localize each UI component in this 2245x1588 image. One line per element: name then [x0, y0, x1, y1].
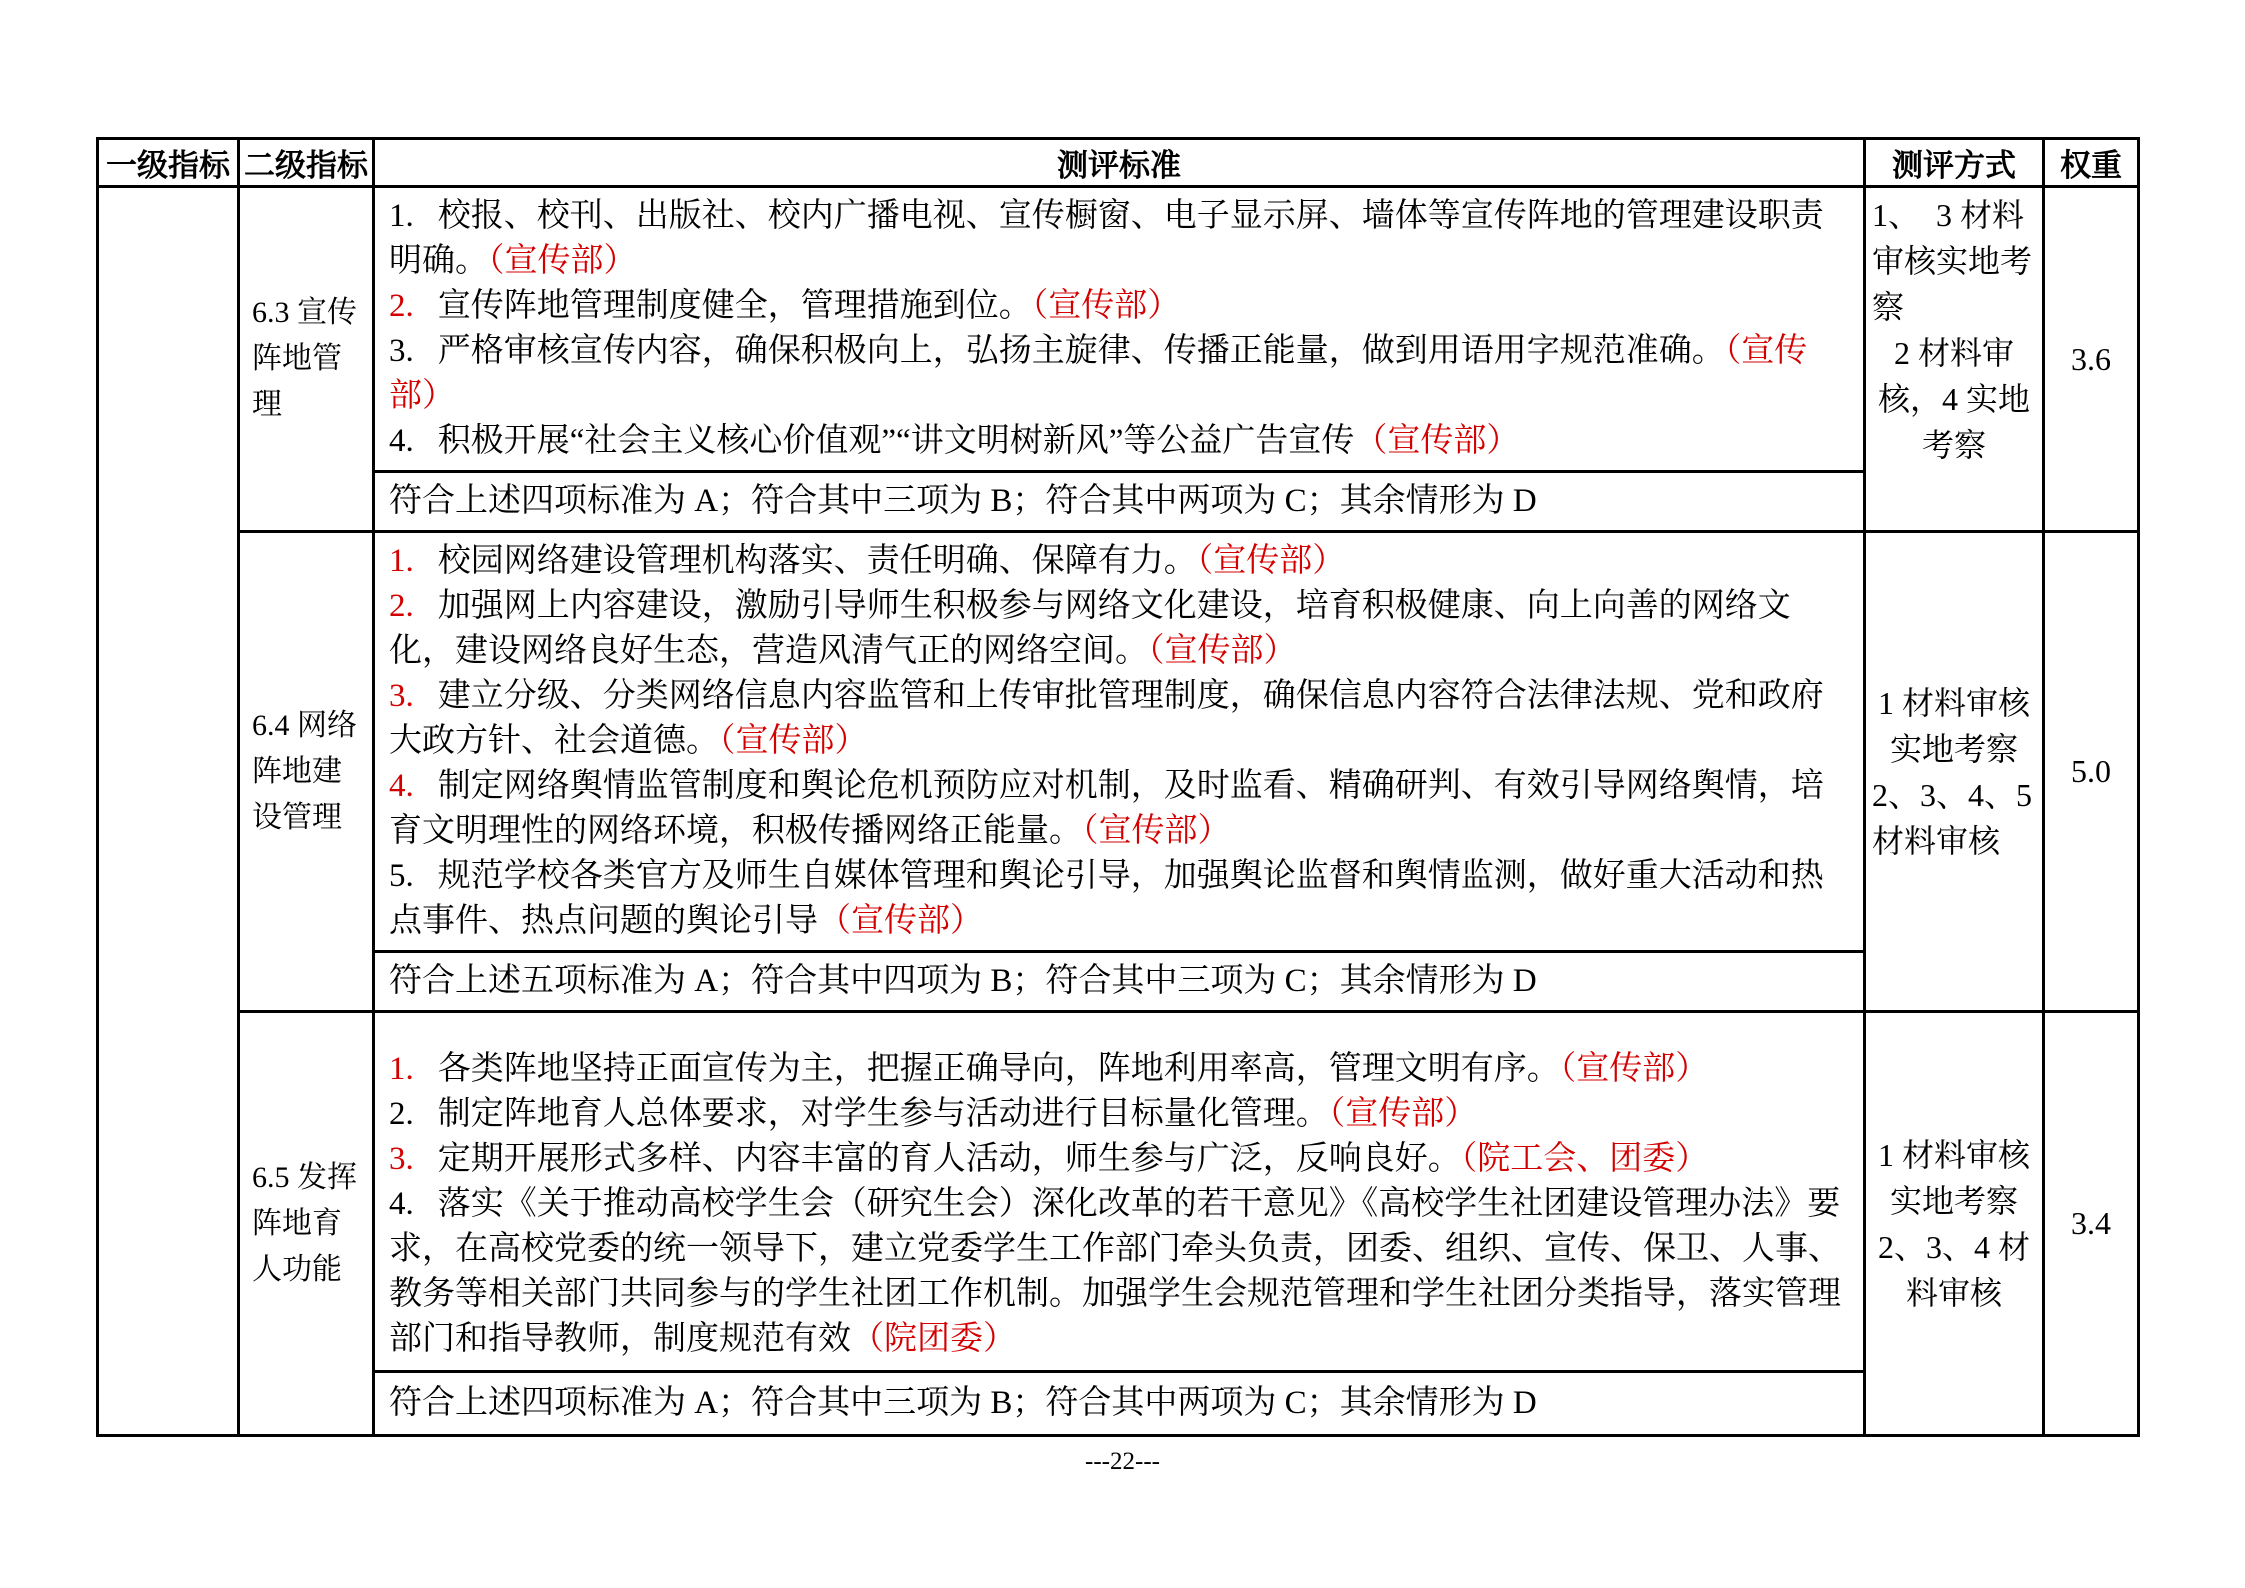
header-level1-indicator: 一级指标 — [98, 139, 239, 187]
item-department: （宣传部） — [389, 333, 1808, 414]
item-text: 积极开展“社会主义核心价值观”“讲文明树新风”等公益广告宣传 — [437, 423, 1355, 459]
item-text: 宣传阵地管理制度健全，管理措施到位。 — [437, 288, 1032, 324]
item-text: 校园网络建设管理机构落实、责任明确、保障有力。 — [437, 543, 1197, 579]
grading-summary-cell: 符合上述四项标准为 A；符合其中三项为 B；符合其中两项为 C；其余情形为 D — [374, 472, 1865, 532]
item-text: 建立分级、分类网络信息内容监管和上传审批管理制度，确保信息内容符合法律法规、党和政府大政方针、社会道德。 — [389, 678, 1824, 759]
item-text: 加强网上内容建设，激励引导师生积极参与网络文化建设，培育积极健康、向上向善的网络文化，建设网络良好生态，营造风清气正的网络空间。 — [389, 588, 1791, 669]
standard-item — [389, 284, 1849, 329]
header-evaluation-standard: 测评标准 — [374, 139, 1865, 187]
item-department: （宣传部） — [1082, 813, 1231, 849]
item-department: （宣传部） — [1148, 633, 1297, 669]
standard-item — [389, 539, 1849, 584]
weight-cell: 3.4 — [2044, 1012, 2139, 1436]
header-level2-indicator: 二级指标 — [239, 139, 374, 187]
standard-item — [389, 854, 1849, 944]
item-number: 3. — [389, 678, 414, 714]
item-text: 制定阵地育人总体要求，对学生参与活动进行目标量化管理。 — [437, 1096, 1329, 1132]
standard-item — [389, 1182, 1849, 1362]
item-department: （宣传部） — [818, 903, 983, 939]
header-weight: 权重 — [2044, 139, 2139, 187]
item-number: 4. — [389, 1186, 414, 1222]
item-number: 2. — [389, 588, 414, 624]
grading-summary-cell: 符合上述四项标准为 A；符合其中三项为 B；符合其中两项为 C；其余情形为 D — [374, 1372, 1865, 1436]
grading-row — [98, 472, 2139, 532]
method-line: 1、 3 材料审核实地考察 — [1872, 197, 2033, 325]
standards-cell — [374, 187, 1865, 472]
item-text: 制定网络舆情监管制度和舆论危机预防应对机制，及时监看、精确研判、有效引导网络舆情，培育文明理性的网络环境，积极传播网络正能量。 — [389, 768, 1824, 849]
item-number: 2. — [389, 288, 414, 324]
table-row — [98, 1012, 2139, 1372]
item-text: 落实《关于推动高校学生会（研究生会）深化改革的若干意见》《高校学生社团建设管理办法》要求，在高校党委的统一领导下，建立党委学生工作部门牵头负责，团委、组织、宣传、保卫、人事、教务等相关部门共同参与的学生社团工作机制。加强学生会规范管理和学生社团分类指导，落实管理部门和指导教师，制度规范有效 — [389, 1186, 1841, 1357]
item-text: 严格审核宣传内容，确保积极向上，弘扬主旋律、传播正能量，做到用语用字规范准确。 — [437, 333, 1725, 369]
item-number: 4. — [389, 768, 414, 804]
header-row — [98, 139, 2139, 187]
item-number: 1. — [389, 543, 414, 579]
standard-item — [389, 194, 1849, 284]
item-number: 1. — [389, 1051, 414, 1087]
item-department: （宣传部） — [1196, 543, 1346, 579]
standard-item — [389, 764, 1849, 854]
method-line: 1 材料审核实地考察 — [1877, 1136, 2030, 1219]
method-cell — [1865, 1012, 2044, 1436]
item-number: 5. — [389, 858, 414, 894]
item-text: 校报、校刊、出版社、校内广播电视、宣传橱窗、电子显示屏、墙体等宣传阵地的管理建设职责明确。 — [389, 198, 1824, 279]
standards-cell — [374, 532, 1865, 952]
item-department: （宣传部） — [488, 243, 637, 279]
evaluation-table — [96, 137, 2140, 1437]
standard-item — [389, 329, 1849, 419]
table-row — [98, 532, 2139, 952]
item-department: （宣传部） — [719, 723, 868, 759]
grading-row — [98, 952, 2139, 1012]
standard-item — [389, 1092, 1849, 1137]
standard-item — [389, 1137, 1849, 1182]
indicator-cell: 6.5 发挥阵地育人功能 — [239, 1012, 374, 1436]
item-department: （宣传部） — [1328, 1096, 1478, 1132]
weight-cell: 3.6 — [2044, 187, 2139, 532]
item-text: 定期开展形式多样、内容丰富的育人活动，师生参与广泛，反响良好。 — [437, 1141, 1461, 1177]
standard-item — [389, 584, 1849, 674]
item-department: （院工会、团委） — [1460, 1141, 1709, 1177]
indicator-cell: 6.4 网络阵地建设管理 — [239, 532, 374, 1012]
item-department: （院团委） — [851, 1321, 1016, 1357]
grading-row — [98, 1372, 2139, 1436]
table-row — [98, 187, 2139, 472]
item-department: （宣传部） — [1354, 423, 1520, 459]
item-number: 4. — [389, 423, 414, 459]
standard-item — [389, 419, 1849, 464]
weight-cell: 5.0 — [2044, 532, 2139, 1012]
item-text: 规范学校各类官方及师生自媒体管理和舆论引导，加强舆论监督和舆情监测，做好重大活动和热点事件、热点问题的舆论引导 — [389, 858, 1824, 939]
page-number: ---22--- — [1085, 1448, 1160, 1475]
method-cell — [1865, 187, 2044, 532]
item-text: 各类阵地坚持正面宣传为主，把握正确导向，阵地利用率高，管理文明有序。 — [437, 1051, 1560, 1087]
item-number: 1. — [389, 198, 414, 234]
item-department: （宣传部） — [1559, 1051, 1709, 1087]
method-line: 2 材料审核，4 实地考察 — [1877, 335, 2030, 463]
method-line: 2、3、4、5材料审核 — [1872, 776, 2033, 859]
indicator-cell: 6.3 宣传阵地管理 — [239, 187, 374, 532]
standard-item — [389, 1047, 1849, 1092]
standard-item — [389, 674, 1849, 764]
item-number: 3. — [389, 333, 414, 369]
item-department: （宣传部） — [1031, 288, 1181, 324]
header-evaluation-method: 测评方式 — [1865, 139, 2044, 187]
grading-summary-cell: 符合上述五项标准为 A；符合其中四项为 B；符合其中三项为 C；其余情形为 D — [374, 952, 1865, 1012]
item-number: 3. — [389, 1141, 414, 1177]
method-line: 2、3、4 材料审核 — [1877, 1228, 2030, 1311]
level1-indicator-cell — [98, 187, 239, 1436]
item-number: 2. — [389, 1096, 414, 1132]
standards-cell — [374, 1012, 1865, 1372]
method-line: 1 材料审核实地考察 — [1877, 684, 2030, 767]
method-cell — [1865, 532, 2044, 1012]
